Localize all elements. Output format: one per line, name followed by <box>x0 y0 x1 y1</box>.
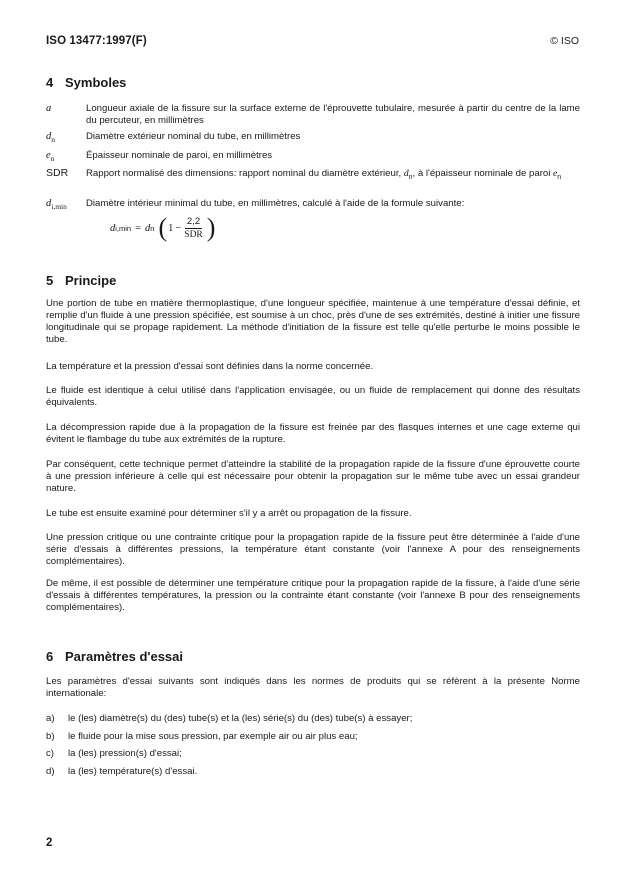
section-number: 6 <box>46 649 54 664</box>
section-number: 5 <box>46 273 54 288</box>
paragraph: Une portion de tube en matière thermoplastique, d'une longueur spécifiée, maintenue à une température d'essai définie, et remplie d'un fluide à une pression spécifiée, est soumise à un choc, près d'une de ses extrémités, destiné à initier une fissure longitudinale qui se propage rapidement. La méthode d'initiation de la fissure est telle qu'elle perturbe le moins possible le tube. <box>46 298 580 345</box>
symbol: a <box>46 103 52 114</box>
copyright-notice: © ISO <box>550 35 579 47</box>
paragraph: Par conséquent, cette technique permet d'atteindre la stabilité de la propagation rapide de la fissure d'une éprouvette courte à une pression inférieure à celle qui est nécessaire pour obtenir la propagation sur le même tube avec un essai grandeur nature. <box>46 459 580 494</box>
symbol-row-dimin <box>46 198 580 210</box>
paragraph: Les paramètres d'essai suivants sont indiqués dans les normes de produits qui se réfèrent à la présente Norme internationale: <box>46 676 580 699</box>
list-item <box>46 766 197 778</box>
list-item-label: a) <box>46 713 55 724</box>
section-heading-principe <box>46 273 116 288</box>
symbol-definition: Épaisseur nominale de paroi, en millimètres <box>86 150 273 161</box>
list-item <box>46 713 412 725</box>
symbol-row-dn <box>46 131 580 143</box>
paragraph: De même, il est possible de déterminer une température critique pour la propagation rapide de la fissure, à l'aide d'une série d'essais à différentes températures, la pression ou la contrainte étant constante (voir l'annexe B pour des renseignements complémentaires). <box>46 578 580 613</box>
symbol-definition: Longueur axiale de la fissure sur la surface externe de l'éprouvette tubulaire, mesurée à partir du centre de la lame du percuteur, en millimètres <box>86 103 580 126</box>
list-item <box>46 748 182 760</box>
section-heading-symboles <box>46 75 126 90</box>
paragraph: La décompression rapide due à la propagation de la fissure est freinée par des flasques internes et une cage externe qui évitent le flambage du tube aux extrémités de la rupture. <box>46 422 580 445</box>
list-item-label: b) <box>46 731 55 742</box>
formula-di-min: d i,min = d n ( 1 − $\frac{2,2}{\text{SDR}}$ ) <box>110 213 216 242</box>
symbol: SDR <box>46 167 69 179</box>
paragraph: Le tube est ensuite examiné pour déterminer s'il y a arrêt ou propagation de la fissure. <box>46 508 412 519</box>
list-item <box>46 731 358 743</box>
list-item-label: c) <box>46 748 54 759</box>
formula-fraction: $\frac{2,2}{\text{SDR}}$ <box>184 216 203 240</box>
section-heading-parametres <box>46 649 183 664</box>
symbol-definition: Rapport normalisé des dimensions: rapport nominal du diamètre extérieur, $d_n$, à l'épaisseur nominale de paroi $e_n$ <box>86 168 562 181</box>
section-title: Paramètres d'essai <box>65 649 184 664</box>
paragraph: Une pression critique ou une contrainte critique pour la propagation rapide de la fissure peut être déterminée à l'aide d'une série d'essais à différentes pressions, la température étant constante (voir l'annexe A pour des renseignements complémentaires). <box>46 532 580 567</box>
list-item-text: la (les) pression(s) d'essai; <box>68 748 182 759</box>
list-item-text: la (les) température(s) d'essai. <box>68 766 198 777</box>
symbol: $e_n$ <box>46 150 55 164</box>
symbol-definition: Diamètre intérieur minimal du tube, en millimètres, calculé à l'aide de la formule suivante: <box>86 198 465 209</box>
document-header-standard: ISO 13477:1997(F) <box>46 35 147 47</box>
symbol: $d_n$ <box>46 131 55 145</box>
symbol-definition: Diamètre extérieur nominal du tube, en millimètres <box>86 131 301 142</box>
page-number: 2 <box>46 837 53 849</box>
symbol-row-sdr <box>46 168 580 183</box>
section-title: Symboles <box>65 75 127 90</box>
list-item-text: le (les) diamètre(s) du (des) tube(s) et la (les) série(s) du (des) tube(s) à essayer; <box>68 713 413 724</box>
section-number: 4 <box>46 75 54 90</box>
list-item-text: le fluide pour la mise sous pression, par exemple air ou air plus eau; <box>68 731 358 742</box>
section-title: Principe <box>65 273 117 288</box>
paragraph: Le fluide est identique à celui utilisé dans l'application envisagée, ou un fluide de remplacement qui donne des résultats équivalents. <box>46 385 580 408</box>
symbol-row-en <box>46 150 580 162</box>
symbol-row-a <box>46 103 580 126</box>
paragraph: La température et la pression d'essai sont définies dans la norme concernée. <box>46 361 374 372</box>
symbol: $d_{i,min}$ <box>46 198 67 212</box>
list-item-label: d) <box>46 766 55 777</box>
